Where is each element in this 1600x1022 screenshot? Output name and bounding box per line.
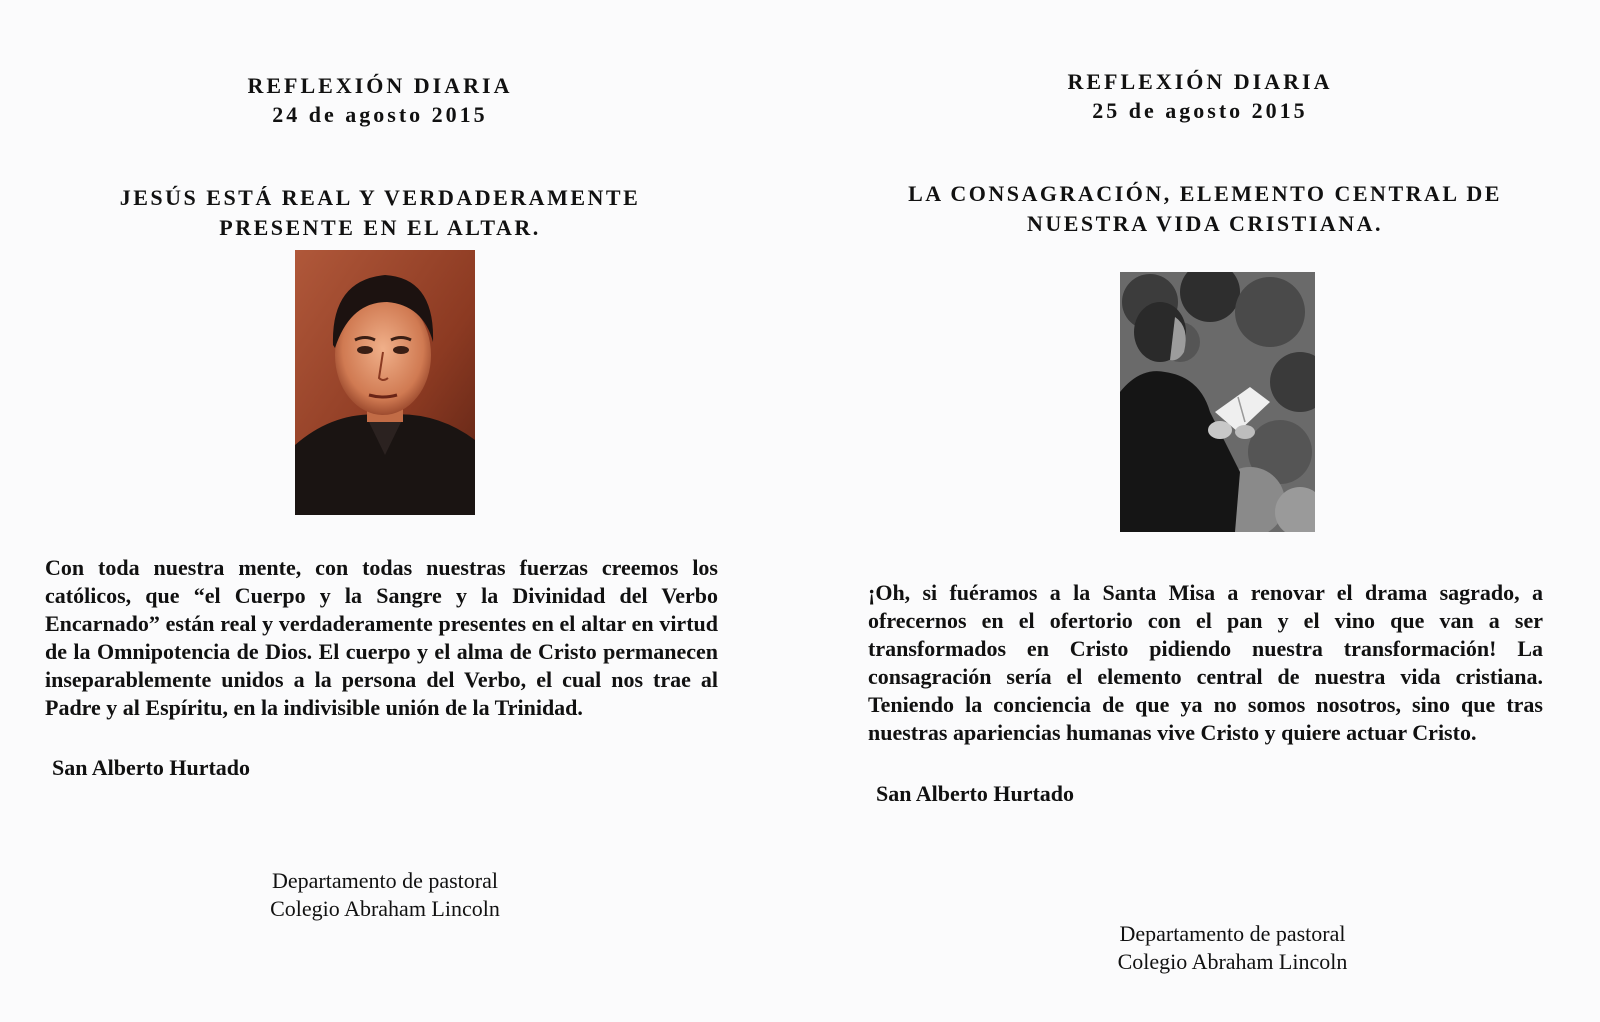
reflection-body: ¡Oh, si fuéramos a la Santa Misa a renovar el drama sagrado, a ofrecernos en el ofertorio con el pan y el vino que van a ser transformados en Cristo pidiendo nuestra transformación! La consagración sería el elemento central de nuestra vida cristiana. Teniendo la conciencia de que ya no somos nosotros, sino que tras nuestras apariencias humanas vive Cristo y quiere actuar Cristo.: [868, 580, 1543, 745]
title-line: LA CONSAGRACIÓN, ELEMENTO CENTRAL DE: [908, 181, 1502, 206]
reflection-heading: [0, 71, 760, 129]
footer-department: Departamento de pastoral: [1119, 921, 1346, 946]
title-line: NUESTRA VIDA CRISTIANA.: [1026, 211, 1383, 236]
footer-department: Departamento de pastoral: [271, 868, 498, 893]
priest-reading-photo: [1120, 272, 1315, 532]
reflection-footer: [230, 867, 540, 923]
heading-label: REFLEXIÓN DIARIA: [247, 73, 513, 98]
reflection-title: [40, 183, 720, 243]
footer-school: Colegio Abraham Lincoln: [270, 896, 500, 921]
reflection-title: [850, 179, 1560, 239]
reflection-panel-right: [800, 0, 1600, 1022]
reflection-body: Con toda nuestra mente, con todas nuestras fuerzas creemos los católicos, que “el Cuerpo y la Sangre y la Divinidad del Verbo Encarnado” están real y verdaderamente presentes en el altar en virtud de la Omnipotencia de Dios. El cuerpo y el alma de Cristo permanecen inseparablemente unidos a la persona del Verbo, el cual nos trae al Padre y al Espíritu, en la indivisible unión de la Trinidad.: [45, 555, 718, 720]
footer-school: Colegio Abraham Lincoln: [1117, 949, 1348, 974]
reflection-heading: [800, 67, 1600, 125]
title-line: JESÚS ESTÁ REAL Y VERDADERAMENTE: [119, 185, 641, 210]
portrait-photo: [295, 250, 475, 515]
reflection-author: San Alberto Hurtado: [876, 781, 1075, 806]
reflection-footer: [1070, 920, 1395, 976]
reflection-author: San Alberto Hurtado: [52, 755, 251, 780]
heading-label: REFLEXIÓN DIARIA: [1067, 69, 1333, 94]
title-line: PRESENTE EN EL ALTAR.: [219, 215, 541, 240]
heading-date: 24 de agosto 2015: [272, 102, 488, 127]
heading-date: 25 de agosto 2015: [1092, 98, 1308, 123]
